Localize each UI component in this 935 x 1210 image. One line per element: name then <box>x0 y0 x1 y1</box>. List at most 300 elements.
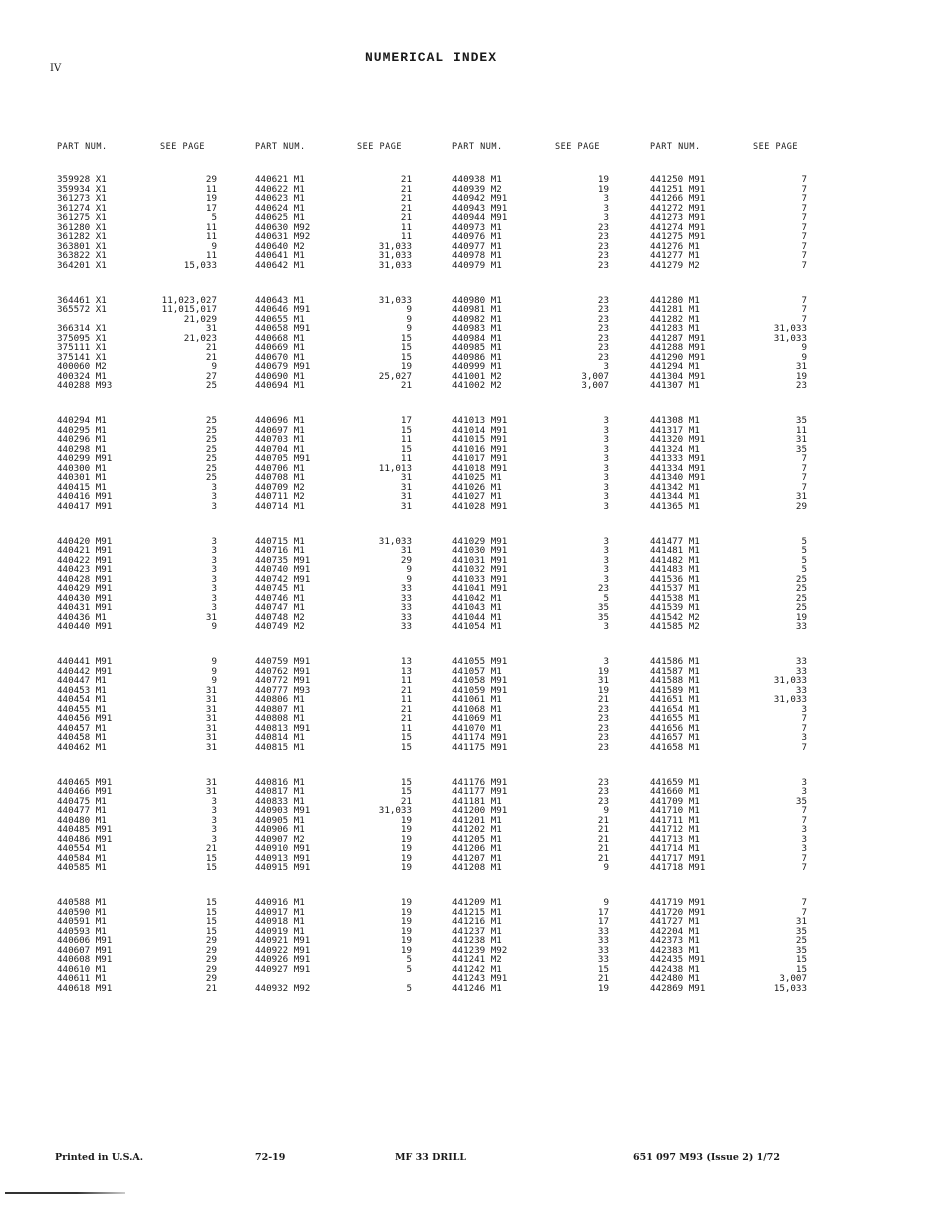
part-number: 440447 M1 <box>57 675 107 686</box>
part-number: 440735 M91 <box>255 554 311 566</box>
part-number: 440429 M91 <box>57 583 113 594</box>
see-page: 3 <box>603 462 609 474</box>
part-number: 441536 M1 <box>650 573 700 585</box>
see-page: 7 <box>801 313 807 325</box>
part-number: 441714 M1 <box>650 843 700 854</box>
part-number: 440669 M1 <box>255 342 305 353</box>
part-number: 441719 M91 <box>650 897 706 908</box>
see-page: 31 <box>795 916 807 927</box>
part-number: 441317 M1 <box>650 424 700 436</box>
index-block <box>57 898 217 993</box>
see-page: 31 <box>205 722 217 734</box>
see-page: 9 <box>211 240 217 252</box>
part-number: 440436 M1 <box>57 611 107 623</box>
index-block <box>255 296 412 391</box>
see-page: 35 <box>795 944 807 956</box>
see-page: 21 <box>400 183 412 195</box>
see-page: 23 <box>597 342 609 353</box>
see-page: 15 <box>400 786 412 797</box>
part-number: 440715 M1 <box>255 535 305 547</box>
see-page: 5 <box>801 564 807 575</box>
see-page: 23 <box>597 732 609 743</box>
part-number: 442204 M1 <box>650 925 700 937</box>
part-number: 440417 M91 <box>57 500 113 512</box>
part-number: 440918 M1 <box>255 916 305 927</box>
index-block <box>452 657 609 752</box>
see-page: 21,029 <box>183 313 217 325</box>
part-number: 441002 M2 <box>452 380 502 391</box>
see-page: 33 <box>400 602 412 613</box>
see-page: 3 <box>603 424 609 436</box>
see-page: 31 <box>400 500 412 512</box>
see-page: 19 <box>400 935 412 946</box>
part-number: 440590 M1 <box>57 906 107 918</box>
see-page: 33 <box>597 925 609 937</box>
see-page: 7 <box>801 481 807 493</box>
part-number: 440921 M91 <box>255 935 311 946</box>
see-page: 33 <box>795 665 807 677</box>
part-number: 441324 M1 <box>650 443 700 455</box>
part-number: 441215 M1 <box>452 906 502 918</box>
part-number: 441334 M91 <box>650 462 706 474</box>
see-page: 7 <box>801 231 807 242</box>
see-page: 33 <box>795 656 807 667</box>
part-number: 441058 M91 <box>452 675 508 686</box>
see-page: 5 <box>801 535 807 547</box>
see-page: 19 <box>400 862 412 873</box>
part-number: 440591 M1 <box>57 916 107 927</box>
see-page: 3 <box>211 500 217 512</box>
part-number: 440668 M1 <box>255 332 305 344</box>
see-page: 19 <box>400 906 412 918</box>
part-number: 441042 M1 <box>452 592 502 604</box>
part-number: 366314 X1 <box>57 323 107 334</box>
index-block <box>452 296 609 391</box>
see-page: 11 <box>400 221 412 233</box>
see-page: 23 <box>597 351 609 363</box>
index-row <box>650 622 807 632</box>
see-page: 25 <box>795 592 807 604</box>
part-number: 375095 X1 <box>57 332 107 344</box>
see-page: 21 <box>400 193 412 204</box>
see-page: 19 <box>597 684 609 696</box>
see-page: 25 <box>205 415 217 426</box>
part-number: 440642 M1 <box>255 259 305 271</box>
see-page: 7 <box>801 906 807 918</box>
see-page: 29 <box>205 935 217 946</box>
see-page: 9 <box>603 862 609 873</box>
see-page: 19 <box>400 824 412 835</box>
part-number: 441280 M1 <box>650 294 700 306</box>
see-page: 23 <box>597 332 609 344</box>
part-number: 441342 M1 <box>650 481 700 493</box>
see-page: 11,015,017 <box>161 304 217 315</box>
part-number: 441246 M1 <box>452 982 502 994</box>
part-number: 440986 M1 <box>452 351 502 363</box>
see-page: 3 <box>603 535 609 547</box>
part-number: 441015 M91 <box>452 434 508 445</box>
page-number: IV <box>50 63 62 74</box>
part-number: 440422 M91 <box>57 554 113 566</box>
col1-page-header: SEE PAGE <box>160 142 205 152</box>
see-page: 21 <box>597 694 609 705</box>
see-page: 3 <box>603 415 609 426</box>
see-page: 7 <box>801 193 807 204</box>
see-page: 21 <box>205 342 217 353</box>
part-number: 441481 M1 <box>650 545 700 556</box>
part-number: 442869 M91 <box>650 982 706 994</box>
part-number: 442438 M1 <box>650 963 700 975</box>
see-page: 3 <box>211 564 217 575</box>
see-page: 15 <box>795 963 807 975</box>
see-page: 15 <box>400 342 412 353</box>
see-page: 7 <box>801 174 807 185</box>
see-page: 23 <box>597 786 609 797</box>
see-page: 33 <box>400 621 412 632</box>
see-page: 23 <box>597 294 609 306</box>
part-number: 440646 M91 <box>255 304 311 315</box>
part-number: 441209 M1 <box>452 897 502 908</box>
part-number: 363801 X1 <box>57 240 107 252</box>
part-number: 440759 M91 <box>255 656 311 667</box>
part-number: 440833 M1 <box>255 795 305 807</box>
see-page: 3 <box>603 472 609 483</box>
part-number: 361282 X1 <box>57 231 107 242</box>
see-page: 9 <box>211 665 217 677</box>
part-number: 440816 M1 <box>255 776 305 788</box>
see-page: 7 <box>801 814 807 826</box>
part-number: 440813 M91 <box>255 722 311 734</box>
see-page: 21 <box>400 202 412 214</box>
part-number: 441276 M1 <box>650 240 700 252</box>
part-number: 440706 M1 <box>255 462 305 474</box>
see-page: 35 <box>795 443 807 455</box>
index-block <box>255 416 412 511</box>
part-number: 364201 X1 <box>57 259 107 271</box>
part-number: 440999 M1 <box>452 361 502 372</box>
see-page: 21 <box>400 174 412 185</box>
part-number: 441018 M91 <box>452 462 508 474</box>
part-number: 441273 M91 <box>650 212 706 223</box>
see-page: 29 <box>795 500 807 512</box>
part-number: 441238 M1 <box>452 935 502 946</box>
col1-part-header: PART NUM. <box>57 142 108 152</box>
part-number: 441658 M1 <box>650 741 700 753</box>
see-page: 19 <box>400 897 412 908</box>
part-number: 441290 M91 <box>650 351 706 363</box>
see-page: 33 <box>795 621 807 632</box>
part-number: 440465 M91 <box>57 776 113 788</box>
part-number: 441070 M1 <box>452 722 502 734</box>
see-page: 21,023 <box>183 332 217 344</box>
part-number: 441181 M1 <box>452 795 502 807</box>
see-page: 7 <box>801 897 807 908</box>
see-page: 3 <box>801 824 807 835</box>
part-number: 440690 M1 <box>255 370 305 382</box>
see-page: 25 <box>205 380 217 391</box>
index-block <box>57 296 217 391</box>
see-page: 23 <box>795 380 807 391</box>
part-number: 440922 M91 <box>255 944 311 956</box>
part-number: 440458 M1 <box>57 732 107 743</box>
index-block <box>452 537 609 632</box>
part-number: 440593 M1 <box>57 925 107 937</box>
part-number: 440982 M1 <box>452 313 502 325</box>
see-page: 25 <box>205 462 217 474</box>
see-page: 21 <box>597 824 609 835</box>
part-number: 440944 M91 <box>452 212 508 223</box>
see-page: 21 <box>597 843 609 854</box>
see-page: 3 <box>801 843 807 854</box>
see-page: 33 <box>597 944 609 956</box>
part-number: 441029 M91 <box>452 535 508 547</box>
part-number: 441044 M1 <box>452 611 502 623</box>
index-block <box>650 537 807 632</box>
index-block <box>57 778 217 873</box>
see-page: 3 <box>801 776 807 788</box>
part-number: 440466 M91 <box>57 786 113 797</box>
part-number: 441587 M1 <box>650 665 700 677</box>
see-page: 13 <box>400 656 412 667</box>
part-number: 440455 M1 <box>57 703 107 715</box>
col2-page-header: SEE PAGE <box>357 142 402 152</box>
part-number: 440976 M1 <box>452 231 502 242</box>
part-number: 441016 M91 <box>452 443 508 455</box>
part-number: 440643 M1 <box>255 294 305 306</box>
index-column-3 <box>452 175 609 1019</box>
index-row <box>255 965 412 975</box>
see-page: 7 <box>801 202 807 214</box>
see-page: 7 <box>801 741 807 753</box>
part-number: 441477 M1 <box>650 535 700 547</box>
see-page: 9 <box>406 564 412 575</box>
index-block <box>650 416 807 511</box>
part-number: 440606 M91 <box>57 935 113 946</box>
part-number: 440978 M1 <box>452 250 502 261</box>
see-page: 31,033 <box>773 675 807 686</box>
index-row <box>57 261 217 271</box>
part-number: 440745 M1 <box>255 583 305 594</box>
index-block <box>57 175 217 270</box>
see-page: 25 <box>795 583 807 594</box>
see-page: 19 <box>597 665 609 677</box>
part-number: 440480 M1 <box>57 814 107 826</box>
part-number: 361274 X1 <box>57 202 107 214</box>
part-number: 440703 M1 <box>255 434 305 445</box>
part-number: 440815 M1 <box>255 741 305 753</box>
part-number: 441030 M91 <box>452 545 508 556</box>
part-number: 440973 M1 <box>452 221 502 233</box>
see-page: 21 <box>400 713 412 724</box>
index-block <box>650 175 807 270</box>
part-number: 440454 M1 <box>57 694 107 705</box>
see-page: 5 <box>801 545 807 556</box>
see-page: 9 <box>603 805 609 816</box>
see-page: 29 <box>400 554 412 566</box>
scan-rule-line <box>5 1192 125 1194</box>
see-page: 19 <box>795 611 807 623</box>
see-page: 7 <box>801 805 807 816</box>
see-page: 23 <box>597 795 609 807</box>
see-page: 11 <box>400 694 412 705</box>
part-number: 440298 M1 <box>57 443 107 455</box>
part-number: 441061 M1 <box>452 694 502 705</box>
part-number: 440932 M92 <box>255 982 311 994</box>
part-number: 440584 M1 <box>57 852 107 864</box>
part-number: 440817 M1 <box>255 786 305 797</box>
see-page: 7 <box>801 183 807 195</box>
see-page: 3 <box>603 361 609 372</box>
see-page: 11,023,027 <box>161 294 217 306</box>
part-number: 440942 M91 <box>452 193 508 204</box>
part-number: 440939 M2 <box>452 183 502 195</box>
part-number: 441712 M1 <box>650 824 700 835</box>
part-number: 440486 M91 <box>57 833 113 845</box>
see-page: 19 <box>597 174 609 185</box>
see-page: 21 <box>597 973 609 984</box>
see-page: 15 <box>400 351 412 363</box>
index-row <box>57 743 217 753</box>
see-page: 21 <box>400 380 412 391</box>
see-page: 3 <box>603 202 609 214</box>
part-number: 440456 M91 <box>57 713 113 724</box>
see-page: 7 <box>801 240 807 252</box>
part-number: 441013 M91 <box>452 415 508 426</box>
index-block <box>57 657 217 752</box>
index-row <box>452 863 609 873</box>
see-page: 19 <box>597 982 609 994</box>
part-number: 440980 M1 <box>452 294 502 306</box>
see-page: 3 <box>211 554 217 566</box>
part-number: 441588 M1 <box>650 675 700 686</box>
see-page: 23 <box>597 583 609 594</box>
part-number: 440927 M91 <box>255 963 311 975</box>
see-page: 33 <box>597 935 609 946</box>
part-number: 361273 X1 <box>57 193 107 204</box>
index-row <box>452 622 609 632</box>
part-number: 440431 M91 <box>57 602 113 613</box>
part-number: 440618 M91 <box>57 982 113 994</box>
part-number: 440905 M1 <box>255 814 305 826</box>
see-page: 31 <box>205 732 217 743</box>
part-number: 441538 M1 <box>650 592 700 604</box>
part-number: 440777 M93 <box>255 684 311 696</box>
part-number: 440554 M1 <box>57 843 107 854</box>
part-number: 441272 M91 <box>650 202 706 214</box>
part-number: 442435 M91 <box>650 954 706 965</box>
see-page: 15 <box>205 916 217 927</box>
see-page: 17 <box>400 415 412 426</box>
part-number: 440910 M91 <box>255 843 311 854</box>
part-number: 442373 M1 <box>650 935 700 946</box>
index-block <box>650 778 807 873</box>
see-page: 33 <box>400 583 412 594</box>
part-number: 440420 M91 <box>57 535 113 547</box>
see-page: 25,027 <box>378 370 412 382</box>
part-number: 441589 M1 <box>650 684 700 696</box>
see-page: 15 <box>400 443 412 455</box>
part-number: 440475 M1 <box>57 795 107 807</box>
see-page: 3 <box>603 434 609 445</box>
see-page: 17 <box>597 906 609 918</box>
see-page: 23 <box>597 304 609 315</box>
part-number: 440749 M2 <box>255 621 305 632</box>
see-page: 21 <box>205 843 217 854</box>
see-page: 31,033 <box>378 294 412 306</box>
see-page: 9 <box>211 675 217 686</box>
see-page: 3 <box>211 573 217 585</box>
see-page: 31,033 <box>378 535 412 547</box>
part-number: 441333 M91 <box>650 453 706 464</box>
see-page: 15 <box>795 954 807 965</box>
part-number: 440623 M1 <box>255 193 305 204</box>
part-number: 441206 M1 <box>452 843 502 854</box>
index-block <box>650 296 807 391</box>
part-number: 440704 M1 <box>255 443 305 455</box>
part-number: 441014 M91 <box>452 424 508 436</box>
see-page: 11,013 <box>378 462 412 474</box>
part-number: 441288 M91 <box>650 342 706 353</box>
see-page: 19 <box>400 843 412 854</box>
see-page: 27 <box>205 370 217 382</box>
part-number: 440772 M91 <box>255 675 311 686</box>
see-page: 11 <box>400 453 412 464</box>
see-page: 3 <box>603 554 609 566</box>
see-page: 33 <box>795 684 807 696</box>
part-number: 441651 M1 <box>650 694 700 705</box>
see-page: 3 <box>211 535 217 547</box>
see-page: 3 <box>211 824 217 835</box>
see-page: 35 <box>597 602 609 613</box>
see-page: 3 <box>211 545 217 556</box>
part-number: 440294 M1 <box>57 415 107 426</box>
see-page: 21 <box>597 833 609 845</box>
part-number: 440981 M1 <box>452 304 502 315</box>
part-number: 440295 M1 <box>57 424 107 436</box>
see-page: 5 <box>406 954 412 965</box>
see-page: 9 <box>211 361 217 372</box>
see-page: 9 <box>801 351 807 363</box>
index-row <box>57 622 217 632</box>
see-page: 19 <box>400 944 412 956</box>
index-block <box>452 778 609 873</box>
see-page: 25 <box>205 424 217 436</box>
see-page: 19 <box>205 193 217 204</box>
part-number: 441205 M1 <box>452 833 502 845</box>
see-page: 31 <box>205 703 217 715</box>
part-number: 441031 M91 <box>452 554 508 566</box>
part-number: 440640 M2 <box>255 240 305 252</box>
part-number: 441710 M1 <box>650 805 700 816</box>
part-number: 441340 M91 <box>650 472 706 483</box>
index-row <box>57 863 217 873</box>
see-page: 3 <box>801 786 807 797</box>
see-page: 33 <box>400 611 412 623</box>
see-page: 25 <box>205 443 217 455</box>
part-number: 441307 M1 <box>650 380 700 391</box>
index-block <box>255 898 412 993</box>
part-number: 441202 M1 <box>452 824 502 835</box>
see-page: 31,033 <box>378 250 412 261</box>
see-page: 3 <box>603 491 609 502</box>
see-page: 11 <box>205 183 217 195</box>
index-block <box>452 175 609 270</box>
footer-product: MF 33 DRILL <box>395 1152 467 1163</box>
index-block <box>255 175 412 270</box>
see-page: 9 <box>406 573 412 585</box>
see-page: 25 <box>795 935 807 946</box>
part-number: 359928 X1 <box>57 174 107 185</box>
